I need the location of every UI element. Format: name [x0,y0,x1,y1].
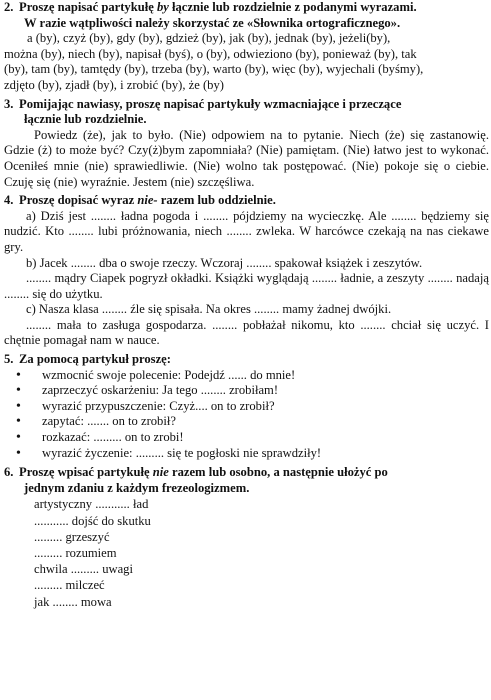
task-6-number: 6. [4,465,14,480]
task-5-list [4,368,489,462]
task-2-subheading: W razie wątpliwości należy skorzystać ze «Słownika ortograficznego». [24,15,401,30]
list-item: • rozkazać: ......... on to zrobi! [42,430,489,446]
list-item: • wyrazić życzenie: ......... się te pogłoski nie sprawdziły! [42,446,489,462]
task-2-line: można (by), niech (by), napisał (byś), o (by), odwieziono (by), ponieważ (by), tak [4,46,417,61]
particle-by: by [156,0,169,14]
task-6 [4,465,489,610]
task-6-heading: 6. Proszę wpisać partykułę nie razem lub osobno, a następnie ułożyć po [4,465,388,480]
task-4-part-a: a) Dziś jest ........ ładna pogoda i ........ pójdziemy na wycieczkę. Ale ........ będziemy się nudzić. Kto ........ lubi próżnowania, niech ........ zwleka. W harcówce czekają na nas ciekawe gry. [4,208,489,254]
task-3-subheading: łącznie lub rozdzielnie. [24,112,147,127]
particle-nie: nie [152,465,169,480]
task-2-heading: 2. Proszę napisać partykułę by łącznie lub rozdzielnie z podanymi wyrazami. [4,0,417,14]
phrase-item: ........... dojść do skutku [34,513,151,528]
task-2-number: 2. [4,0,14,14]
task-2-line: (by), tam (by), tamtędy (by), trzeba (by), warto (by), więc (by), wyjechali (byśmy), [4,62,424,77]
task-4-part-c-cont: ........ mała to zasługa gospodarza. ........ pobłażał nikomu, kto ........ chciał się uczyć. I chętnie pomagał nam w nauce. [4,317,489,348]
task-3-number: 3. [4,96,14,111]
task-4-part-c: c) Nasza klasa ........ źle się spisała. Na okres ........ mamy żadnej dwójki. [26,302,392,317]
task-4-heading: 4. Proszę dopisać wyraz nie- razem lub oddzielnie. [4,193,276,208]
list-item: • wzmocnić swoje polecenie: Podejdź ...... do mnie! [42,368,489,384]
task-2 [4,0,489,94]
task-5-number: 5. [4,352,14,367]
task-4-part-b: b) Jacek ........ dba o swoje rzeczy. Wczoraj ........ spakował książek i zeszytów. [26,255,423,270]
task-5 [4,352,489,461]
task-4-part-b-cont: ........ mądry Ciapek pogryzł okładki. Książki wyglądają ........ ładnie, a zeszyty ........ nadają ........ się do użytku. [4,271,489,301]
prefix-nie: nie- [137,193,158,208]
task-3 [4,97,489,191]
phrase-item: artystyczny ........... ład [34,497,149,512]
phrase-list [4,496,489,609]
task-2-line: zdjęto (by), zjadł (by), i zrobić (by), że (by) [4,77,224,92]
phrase-item: ......... rozumiem [34,546,117,561]
task-3-text: Powiedz (że), jak to było. (Nie) odpowiem na to pytanie. Niech (że) się zastanowię. Gdzie (ż) to może być? Czy(ż)bym zapomniała? (Nie) pamiętam. (Nie) łatwo jest to wykonać. Oceniłeś mnie (nie) sprawiedliwie. (Nie) wolno tak postępować. (Nie) pokoje się o ciebie. Czuję się (nie) wyraźnie. Jestem (nie) szczęśliwa. [4,127,489,189]
list-item: • zaprzeczyć oskarżeniu: Ja tego ........ zrobiłam! [42,383,489,399]
task-6-subheading: jednym zdaniu z każdym frezeologizmem. [24,480,250,495]
task-5-heading: 5. Za pomocą partykuł proszę: [4,352,171,367]
task-2-line: a (by), czyż (by), gdy (by), gdzież (by), jak (by), jednak (by), jeżeli(by), [27,31,391,46]
list-item: • wyrazić przypuszczenie: Czyż.... on to zrobił? [42,399,489,415]
phrase-item: ......... milczeć [34,578,105,593]
phrase-item: chwila ......... uwagi [34,562,133,577]
phrase-item: ......... grzeszyć [34,529,110,544]
list-item: • zapytać: ....... on to zrobił? [42,414,489,430]
task-4 [4,193,489,349]
task-3-heading: 3. Pomijając nawiasy, proszę napisać partykuły wzmacniające i przeczące [4,96,402,111]
task-4-number: 4. [4,193,14,208]
phrase-item: jak ........ mowa [34,594,112,609]
